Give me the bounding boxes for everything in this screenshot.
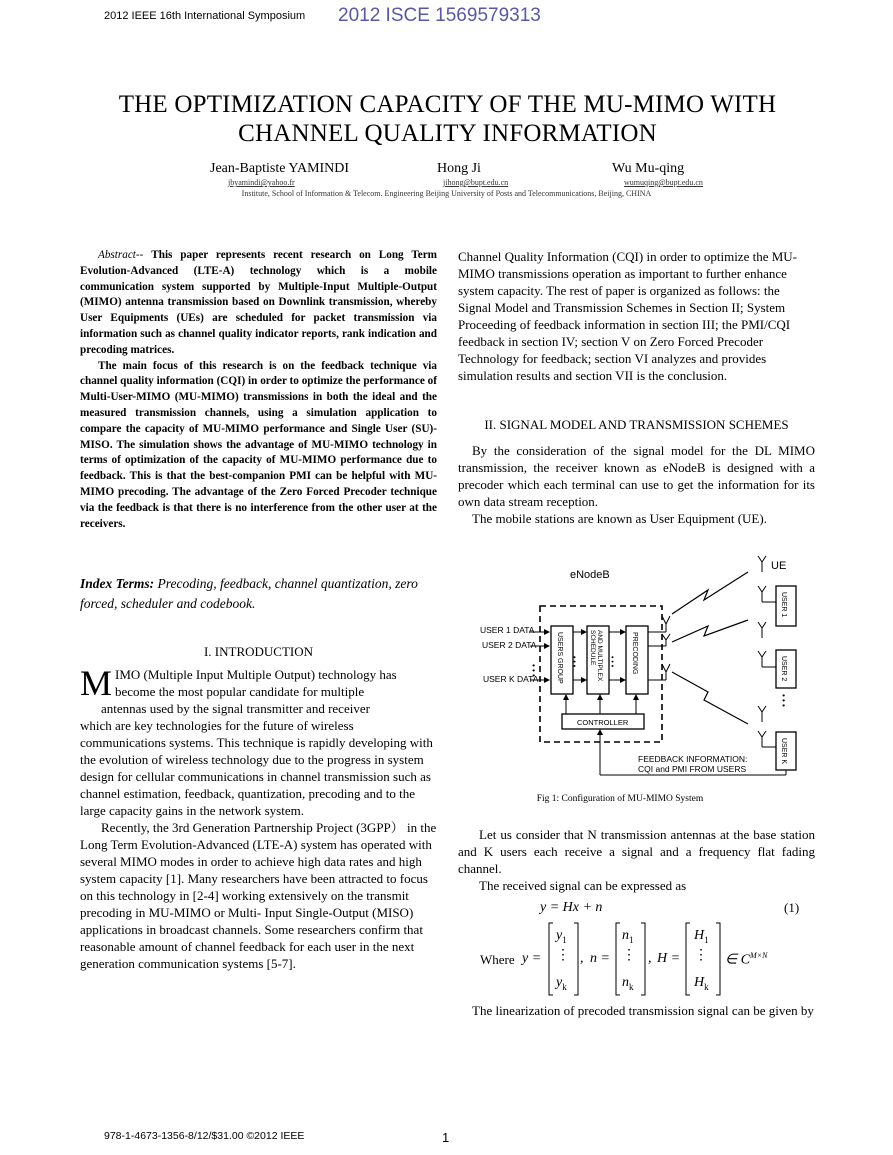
title-line-2: CHANNEL QUALITY INFORMATION (238, 120, 657, 147)
post-figure-body (458, 826, 815, 894)
drop-cap: M (80, 663, 113, 703)
n1-entry: $n_1$ (622, 928, 634, 945)
author-2-email[interactable]: jihong@bupt.edu.cn (443, 178, 509, 187)
index-terms (80, 574, 437, 614)
y-vdots: ⋮ (556, 948, 570, 963)
title-line-1: THE OPTIMIZATION CAPACITY OF THE MU-MIMO WITH (118, 91, 777, 118)
precoding-label: PRECODING (631, 632, 638, 675)
paper-title (60, 90, 835, 148)
affiliation: Institute, School of Information & Telecom. Engineering Beijing University of Posts and Telecommunications, Beijing, CHINA (241, 189, 652, 198)
userk-label: USER K (780, 738, 787, 765)
intro-p2: Recently, the 3rd Generation Partnership Project (3GPP） in the Long Term Evolution-Advanced (LTE-A) system has operated with several MIMO modes in order to achieve high data rates and high system capacity [1]. Many researchers have been attracted to focus on this technology in [2-4] working extensively on the transmit precoding in MU-MIMO or Multi- Input Single-Output (MISO) applications in broadcast channels. Some researchers confirm that reasonable amount of channel feedback for each user in the next generation communication systems [5-7]. (80, 820, 437, 971)
enodeb-label: eNodeB (570, 569, 610, 581)
right-column-text: Channel Quality Information (CQI) in order to optimize the MU-MIMO transmissions operation as important to further enhance system capacity. The rest of paper is organized as follows: the Signal Model and Transmission Schemes in Section II; System Proceeding of feedback information in section III; the PMI/CQI feedback in section IV; section V on Zero Forced Precoder Technology for feedback; section VI analyzes and provides simulation results and section VII is the conclusion. (458, 249, 798, 383)
user2-label: USER 2 (780, 656, 787, 682)
author-1-email[interactable]: jbyamindi@yahoo.fr (228, 178, 295, 187)
user1-data-label: USER 1 DATA (480, 625, 535, 635)
isbn-footer: 978-1-4673-1356-8/12/$31.00 ©2012 IEEE (104, 1130, 305, 1142)
ue-label: UE (771, 560, 787, 572)
equation-1-number: (1) (784, 900, 800, 915)
post-figure-p1: Let us consider that N transmission antennas at the base station and K users each receive a signal and a frequency flat fading channel. (458, 827, 815, 876)
intro-line-1: IMO (Multiple Input Multiple Output) technology has (115, 667, 397, 682)
user2-data-label: USER 2 DATA (482, 640, 537, 650)
yk-entry: $y_k$ (556, 975, 567, 992)
intro-p1-rest: which are key technologies for the future of wireless communications systems. This technique is rapidly developing with the evolution of wireless technology due to the progress in system design for cellular communications in channel transmission such as channel estimation, feedback, quantization, precoding and to the large capacity gains in the network system. (80, 718, 433, 818)
h1-entry: $H_1$ (694, 928, 709, 945)
section-2-p2: The mobile stations are known as User Equipment (UE). (472, 511, 767, 526)
abstract-p2 (80, 359, 437, 533)
hk-entry: $H_k$ (694, 975, 709, 992)
feedback-label-2: CQI and PMI FROM USERS (638, 764, 747, 774)
comma-2: , (648, 951, 652, 966)
comma-1: , (580, 951, 584, 966)
introduction-body (80, 663, 437, 972)
figure-caption: Fig 1: Configuration of MU-MIMO System (536, 794, 704, 804)
intro-line-3: antennas used by the signal transmitter and receiver (101, 701, 370, 716)
author-1-name: Jean-Baptiste YAMINDI (210, 161, 350, 176)
feedback-label-1: FEEDBACK INFORMATION: (638, 754, 748, 764)
abstract-label: Abstract-- (98, 249, 144, 261)
section-2-heading: II. SIGNAL MODEL AND TRANSMISSION SCHEMES (484, 417, 789, 432)
author-3-email[interactable]: wumuqing@bupt.edu.cn (624, 178, 703, 187)
section-2-p1: By the consideration of the signal model for the DL MIMO transmission, the receiver known as eNodeB is designed with a precoder which each terminal can use to get the information for its own data stream reception. (458, 443, 815, 509)
index-terms-label: Index Terms: (80, 576, 155, 591)
n-vdots: ⋮ (622, 948, 636, 963)
nk-entry: $n_k$ (622, 975, 634, 992)
mu-mimo-diagram (470, 552, 820, 784)
post-equation-text (458, 1002, 815, 1019)
controller-label: CONTROLLER (577, 718, 629, 727)
intro-line-2: become the most popular candidate for multiple (115, 684, 365, 699)
ue-dots: • • • (779, 694, 788, 707)
abstract-p1 (80, 248, 437, 359)
h-equals: H = (657, 951, 681, 966)
paper-id: 2012 ISCE 1569579313 (338, 5, 541, 26)
n-equals: n = (590, 951, 610, 966)
data-dots: • • • (529, 664, 538, 677)
schedule-label: SCHEDULE (589, 630, 596, 666)
section-1-heading: I. INTRODUCTION (203, 644, 314, 659)
venue-header: 2012 IEEE 16th International Symposium (104, 10, 306, 22)
abstract-text-1: This paper represents recent research on Long Term Evolution-Advanced (LTE-A) technology which is a mobile communication system supported by Multiple-Input Multiple-Output (MIMO) antenna transmission based on Downlink transmission, whereby User Equipments (UEs) are scheduled for packet transmission via information such as channel quality indicator reports, rank indication and precoding matrices. (80, 249, 437, 356)
y-equals: y = (522, 951, 542, 966)
where-label: Where (480, 952, 515, 967)
section-2-body (458, 442, 815, 527)
dots-1: • • • (570, 656, 577, 668)
userk-data-label: USER K DATA (483, 674, 539, 684)
abstract-text-2: The main focus of this research is on the feedback technique via channel quality information (CQI) in order to optimize the performance of Multi-User-MIMO (MU-MIMO) transmissions in both the ideal and the measured transmission channels, using a simulation application to compare the capacity of MU-MIMO performance and Single User (SU)-MISO. The simulation shows the advantage of MU-MIMO technology in terms of optimization of the capacity of MU-MIMO performance due to feedback. This is that the best-companion PMI can be helpful with MU-MIMO precoding. The advantage of the Zero Forced Precoder technique via the feedback is that there is no interference from the other user at the receivers. (80, 359, 437, 530)
multiplex-label: AND MULTIPLEX (596, 630, 603, 682)
complex-space: ∈ $C^{M\times N}$ (725, 951, 768, 968)
right-column-intro (458, 248, 815, 384)
page-number: 1 (442, 1130, 450, 1145)
equation-1: y = Hx + n (540, 900, 603, 915)
index-terms-text: Precoding, feedback, channel quantization, zero forced, scheduler and codebook. (80, 576, 418, 611)
post-figure-p2: The received signal can be expressed as (479, 878, 687, 893)
abstract (80, 248, 437, 532)
post-equation-p: The linearization of precoded transmission signal can be given by (472, 1003, 814, 1018)
dots-2: • • • (608, 656, 615, 668)
h-vdots: ⋮ (694, 948, 708, 963)
y1-entry: $y_1$ (556, 928, 567, 945)
author-2-name: Hong Ji (437, 161, 481, 176)
user1-label: USER 1 (780, 592, 787, 618)
author-3-name: Wu Mu-qing (612, 161, 685, 176)
users-group-label: USERS GROUP (556, 632, 563, 684)
